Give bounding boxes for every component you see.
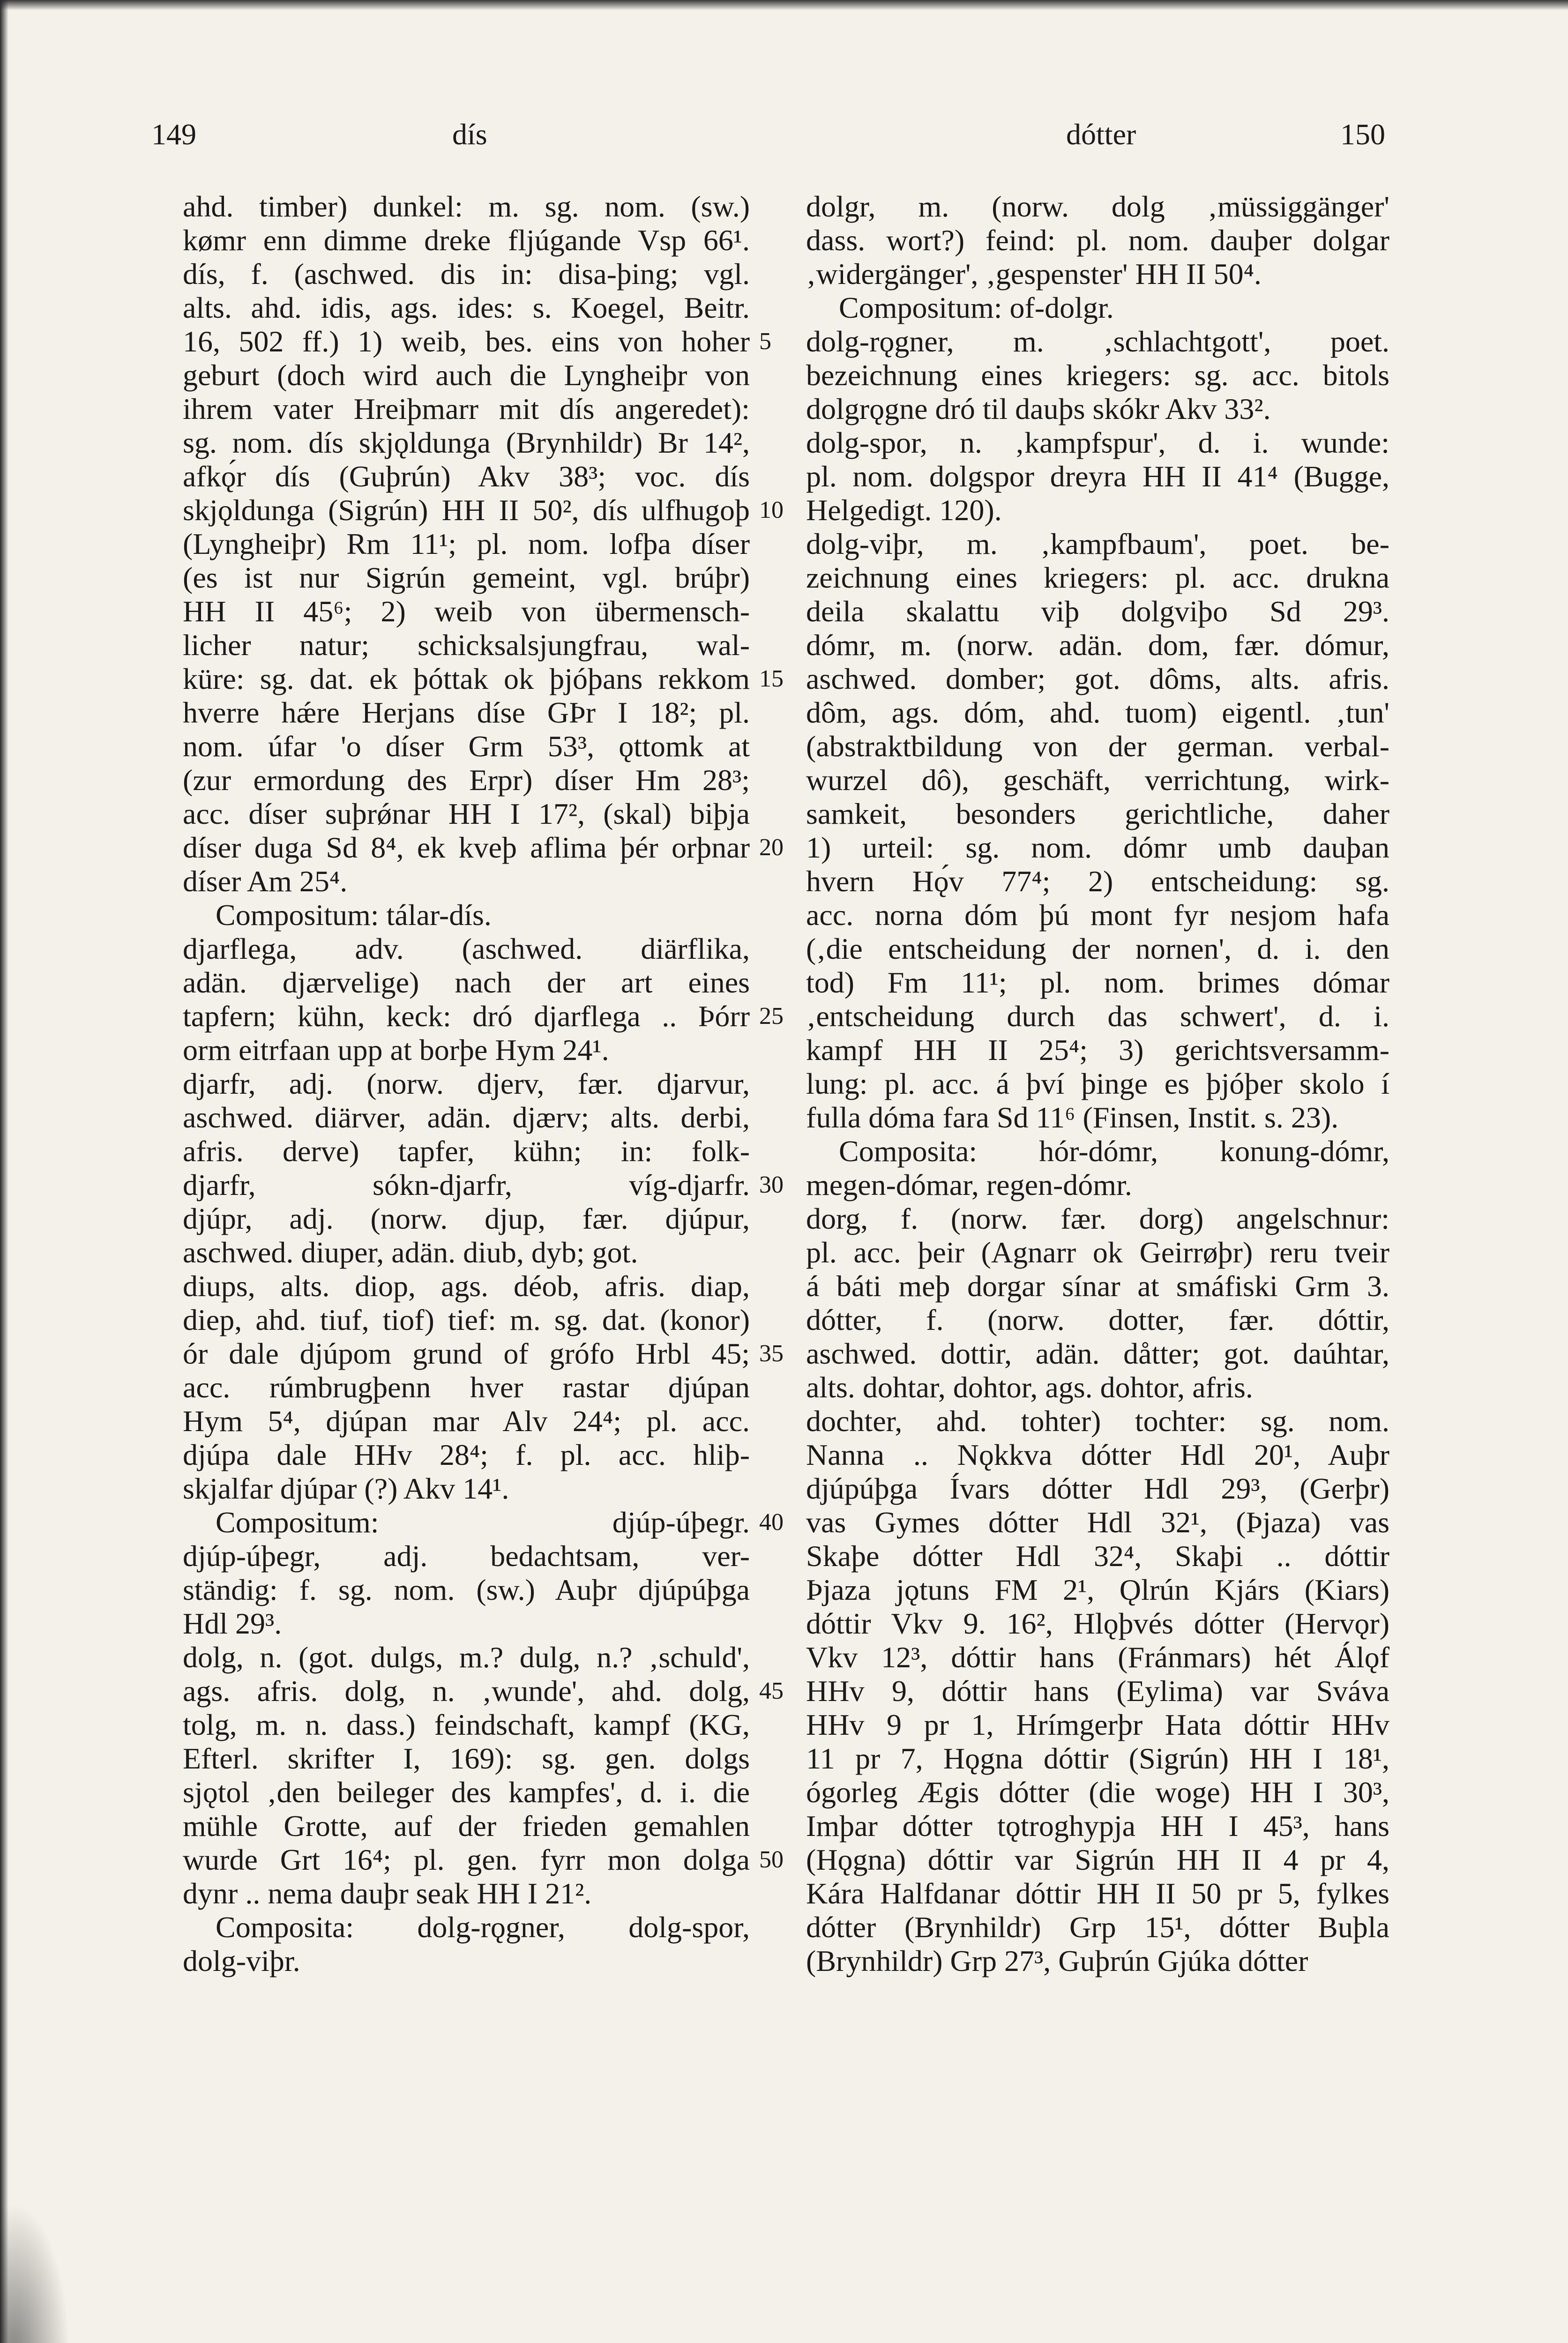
text-line: djarfr, adj. (norw. djerv, fær. djarvur,: [183, 1067, 750, 1100]
text-line: ständig: f. sg. nom. (sw.) Auþr djúpúþga: [183, 1573, 750, 1606]
text-line: Composita: dolg-rǫgner, dolg-spor,: [216, 1910, 750, 1944]
left-column: [183, 190, 750, 1978]
text-line: diups, alts. diop, ags. déob, afris. diap,: [183, 1269, 750, 1303]
text-line: dynr .. nema dauþr seak HH I 21².: [183, 1877, 592, 1910]
text-line: küre: sg. dat. ek þóttak ok þjóþans rekkom: [183, 662, 750, 695]
text-line: HH II 45⁶; 2) weib von übermensch-: [183, 595, 750, 628]
text-line: 16, 502 ff.) 1) weib, bes. eins von hoher: [183, 325, 750, 358]
text-line: dómr, m. (norw. adän. dom, fær. dómur,: [806, 628, 1389, 662]
text-line: dochter, ahd. tohter) tochter: sg. nom.: [806, 1404, 1389, 1438]
line-number: 35: [759, 1340, 784, 1367]
text-line: HHv 9, dóttir hans (Eylima) var Sváva: [806, 1674, 1389, 1708]
text-line: ‚widergänger', ‚gespenster' HH II 50⁴.: [806, 257, 1262, 291]
text-line: acc. díser suþrǿnar HH I 17², (skal) biþja: [183, 797, 750, 830]
text-line: kampf HH II 25⁴; 3) gerichtsversamm-: [806, 1033, 1389, 1067]
text-line: afris. derve) tapfer, kühn; in: folk-: [183, 1134, 750, 1168]
text-line: díser duga Sd 8⁴, ek kveþ aflima þér orþnar: [183, 831, 750, 864]
text-line: ór dale djúpom grund of grófo Hrbl 45;: [183, 1337, 750, 1370]
text-line: djúp-úþegr, adj. bedachtsam, ver-: [183, 1539, 750, 1573]
text-line: wurde Grt 16⁴; pl. gen. fyrr mon dolga: [183, 1843, 750, 1876]
text-line: dolg-viþr.: [183, 1944, 300, 1977]
line-number: 20: [759, 834, 784, 861]
text-line: Imþar dótter tǫtroghypja HH I 45³, hans: [806, 1809, 1389, 1843]
text-line: Skaþe dótter Hdl 32⁴, Skaþi .. dóttir: [806, 1539, 1389, 1573]
text-line: aschwed. diuper, adän. diub, dyb; got.: [183, 1236, 638, 1269]
text-line: vas Gymes dótter Hdl 32¹, (Þjaza) vas: [806, 1506, 1389, 1539]
scan-border-top: [0, 0, 1568, 10]
text-line: tolg, m. n. dass.) feindschaft, kampf (KG,: [183, 1708, 750, 1741]
text-line: adän. djærvelige) nach der art eines: [183, 966, 750, 999]
text-line: fulla dóma fara Sd 11⁶ (Finsen, Instit. s. 23).: [806, 1101, 1339, 1134]
text-line: Composita: hór-dómr, konung-dómr,: [839, 1134, 1389, 1168]
text-line: bezeichnung eines kriegers: sg. acc. bitols: [806, 358, 1389, 392]
text-line: dolgr, m. (norw. dolg ‚müssiggänger': [806, 190, 1389, 223]
text-line: dís, f. (aschwed. dis in: disa-þing; vgl.: [183, 257, 750, 291]
text-line: aschwed. domber; got. dôms, alts. afris.: [806, 662, 1389, 695]
text-line: (Brynhildr) Grp 27³, Guþrún Gjúka dótter: [806, 1944, 1308, 1977]
text-line: Compositum: tálar-dís.: [216, 898, 492, 932]
text-line: Kára Halfdanar dóttir HH II 50 pr 5, fylkes: [806, 1877, 1389, 1910]
guide-word-right: dótter: [1066, 118, 1136, 151]
text-line: Compositum: of-dolgr.: [839, 291, 1114, 324]
text-line: sjǫtol ‚den beileger des kampfes', d. i. die: [183, 1776, 750, 1809]
text-line: dóttir Vkv 9. 16², Hlǫþvés dótter (Hervǫr): [806, 1607, 1389, 1640]
text-line: (Lyngheiþr) Rm 11¹; pl. nom. lofþa díser: [183, 527, 750, 560]
text-line: tod) Fm 11¹; pl. nom. brimes dómar: [806, 966, 1389, 999]
page-number-left: 149: [151, 118, 196, 151]
scan-smudge: [0, 2202, 70, 2343]
text-line: (Hǫgna) dóttir var Sigrún HH II 4 pr 4,: [806, 1843, 1389, 1876]
text-line: Helgedigt. 120).: [806, 493, 1002, 527]
text-line: 11 pr 7, Hǫgna dóttir (Sigrún) HH I 18¹,: [806, 1742, 1389, 1775]
line-number: 30: [759, 1172, 784, 1198]
line-number: 45: [759, 1678, 784, 1704]
text-line: dolg-spor, n. ‚kampfspur', d. i. wunde:: [806, 426, 1389, 459]
guide-word-left: dís: [452, 118, 487, 151]
text-line: djúpa dale HHv 28⁴; f. pl. acc. hliþ-: [183, 1438, 750, 1471]
text-line: dolg-rǫgner, m. ‚schlachtgott', poet.: [806, 325, 1389, 358]
page-number-right: 150: [1340, 118, 1385, 151]
text-line: skjǫldunga (Sigrún) HH II 50², dís ulfhugoþ: [183, 493, 750, 527]
text-line: dolgrǫgne dró til dauþs skókr Akv 33².: [806, 392, 1271, 425]
line-number: 15: [759, 665, 784, 692]
text-line: afkǫ́r dís (Guþrún) Akv 38³; voc. dís: [183, 460, 750, 493]
text-line: ags. afris. dolg, n. ‚wunde', ahd. dolg,: [183, 1674, 750, 1708]
text-line: dótter (Brynhildr) Grp 15¹, dótter Buþla: [806, 1910, 1389, 1944]
text-line: tapfern; kühn, keck: dró djarflega .. Þórr: [183, 1000, 750, 1033]
text-line: acc. rúmbrugþenn hver rastar djúpan: [183, 1371, 750, 1404]
text-line: dolg-viþr, m. ‚kampfbaum', poet. be-: [806, 527, 1389, 560]
text-line: hverre hǽre Herjans díse GÞr I 18²; pl.: [183, 696, 750, 729]
text-line: HHv 9 pr 1, Hrímgerþr Hata dóttir HHv: [806, 1708, 1389, 1741]
text-line: djúpúþga Ívars dótter Hdl 29³, (Gerþr): [806, 1472, 1389, 1505]
text-line: (abstraktbildung von der german. verbal-: [806, 730, 1389, 763]
line-number: 50: [759, 1846, 784, 1873]
text-line: nom. úfar 'o díser Grm 53³, ǫttomk at: [183, 730, 750, 763]
text-line: megen-dómar, regen-dómr.: [806, 1168, 1132, 1201]
text-line: ihrem vater Hreiþmarr mit dís angeredet):: [183, 392, 750, 425]
text-line: (‚die entscheidung der nornen', d. i. den: [806, 932, 1389, 965]
text-line: skjalfar djúpar (?) Akv 14¹.: [183, 1472, 509, 1505]
text-line: Vkv 12³, dóttir hans (Fránmars) hét Álǫf: [806, 1641, 1389, 1674]
text-line: Nanna .. Nǫkkva dótter Hdl 20¹, Auþr: [806, 1438, 1389, 1471]
line-number: 5: [759, 328, 771, 355]
text-line: alts. dohtar, dohtor, ags. dohtor, afris.: [806, 1371, 1253, 1404]
text-line: hvern Hǫ́v 77⁴; 2) entscheidung: sg.: [806, 865, 1389, 898]
text-line: dorg, f. (norw. fær. dorg) angelschnur:: [806, 1202, 1389, 1235]
text-line: (zur ermordung des Erpr) díser Hm 28³;: [183, 763, 750, 797]
text-line: Þjaza jǫtuns FM 2¹, Ǫlrún Kjárs (Kiars): [806, 1573, 1389, 1606]
text-line: lung: pl. acc. á því þinge es þjóþer skolo í: [806, 1067, 1389, 1100]
text-line: dôm, ags. dóm, ahd. tuom) eigentl. ‚tun': [806, 696, 1389, 729]
text-line: zeichnung eines kriegers: pl. acc. drukna: [806, 561, 1389, 594]
text-line: 1) urteil: sg. nom. dómr umb dauþan: [806, 831, 1389, 864]
text-line: geburt (doch wird auch die Lyngheiþr von: [183, 358, 750, 392]
text-line: Hdl 29³.: [183, 1607, 282, 1640]
text-line: licher natur; schicksalsjungfrau, wal-: [183, 628, 750, 662]
line-number: 40: [759, 1509, 784, 1536]
text-line: díser Am 25⁴.: [183, 865, 348, 898]
text-line: aschwed. diärver, adän. djærv; alts. derbi,: [183, 1101, 750, 1134]
text-line: (es ist nur Sigrún gemeint, vgl. brúþr): [183, 561, 750, 594]
line-number: 25: [759, 1003, 784, 1030]
text-line: aschwed. dottir, adän. dåtter; got. daúhtar,: [806, 1337, 1389, 1370]
right-column: [806, 190, 1389, 1978]
text-line: djarfr, sókn-djarfr, víg-djarfr.: [183, 1168, 750, 1201]
text-line: pl. nom. dolgspor dreyra HH II 41⁴ (Bugge,: [806, 460, 1389, 493]
text-line: kømr enn dimme dreke fljúgande Vsp 66¹.: [183, 224, 750, 257]
text-line: ‚entscheidung durch das schwert', d. i.: [806, 1000, 1389, 1033]
text-line: Compositum: djúp-úþegr.: [216, 1506, 750, 1539]
text-line: alts. ahd. idis, ags. ides: s. Koegel, Beitr.: [183, 291, 750, 324]
text-line: sg. nom. dís skjǫldunga (Brynhildr) Br 14²,: [183, 426, 750, 459]
text-line: djúpr, adj. (norw. djup, fær. djúpur,: [183, 1202, 750, 1235]
text-line: ahd. timber) dunkel: m. sg. nom. (sw.): [183, 190, 750, 223]
text-line: djarflega, adv. (aschwed. diärflika,: [183, 932, 750, 965]
scan-border-left: [0, 0, 8, 2343]
text-line: diep, ahd. tiuf, tiof) tief: m. sg. dat. (konor): [183, 1303, 750, 1336]
text-line: orm eitrfaan upp at borþe Hym 24¹.: [183, 1033, 609, 1067]
text-line: dass. wort?) feind: pl. nom. dauþer dolgar: [806, 224, 1389, 257]
text-line: ógorleg Ægis dótter (die woge) HH I 30³,: [806, 1776, 1389, 1809]
text-line: pl. acc. þeir (Agnarr ok Geirrøþr) reru tveir: [806, 1236, 1389, 1269]
text-line: Efterl. skrifter I, 169): sg. gen. dolgs: [183, 1742, 750, 1775]
text-line: Hym 5⁴, djúpan mar Alv 24⁴; pl. acc.: [183, 1404, 750, 1438]
text-line: samkeit, besonders gerichtliche, daher: [806, 797, 1389, 830]
text-line: dolg, n. (got. dulgs, m.? dulg, n.? ‚schuld',: [183, 1641, 750, 1674]
text-line: dótter, f. (norw. dotter, fær. dóttir,: [806, 1303, 1389, 1336]
running-header: [0, 117, 1568, 159]
line-number: 10: [759, 497, 784, 523]
text-line: wurzel dô), geschäft, verrichtung, wirk-: [806, 763, 1389, 797]
text-line: deila skalattu viþ dolgviþo Sd 29³.: [806, 595, 1389, 628]
text-line: á báti meþ dorgar sínar at smáfiski Grm 3.: [806, 1269, 1389, 1303]
text-line: mühle Grotte, auf der frieden gemahlen: [183, 1809, 750, 1843]
text-line: acc. norna dóm þú mont fyr nesjom hafa: [806, 898, 1389, 932]
